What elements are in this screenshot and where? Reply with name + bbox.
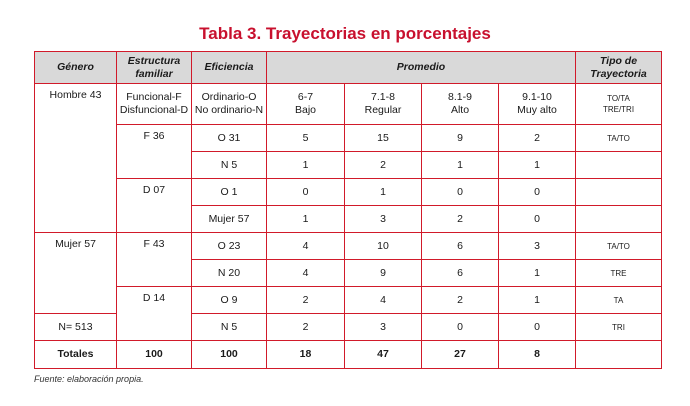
header-estructura	[117, 52, 192, 84]
header-eficiencia: Eficiencia	[192, 52, 267, 84]
cell-eficiencia: O 1	[192, 179, 267, 206]
cell-tipo: TA/TO	[576, 125, 662, 152]
cell-value: 1	[267, 206, 345, 233]
label-alto: Alto	[450, 104, 470, 116]
cell-value: 9	[345, 260, 422, 287]
cell-value: 6	[422, 233, 499, 260]
cell-genero-total: N= 513	[35, 314, 117, 341]
cell-promedio-muy-alto	[499, 84, 576, 125]
cell-estructura: D 14	[117, 287, 192, 341]
cell-value: 1	[499, 287, 576, 314]
cell-value: 1	[345, 179, 422, 206]
cell-value: 4	[267, 233, 345, 260]
table-title: Tabla 3. Trayectorias en porcentajes	[199, 24, 491, 43]
cell-value: 10	[345, 233, 422, 260]
cell-eficiencia: Mujer 57	[192, 206, 267, 233]
cell-promedio-regular	[345, 84, 422, 125]
header-estructura-line2: familiar	[135, 67, 173, 80]
cell-value: 15	[345, 125, 422, 152]
cell-estructura: F 43	[117, 233, 192, 287]
tipo-tre-tri: TRE/TRI	[602, 105, 635, 114]
cell-value: 0	[499, 206, 576, 233]
totals-value: 47	[345, 341, 422, 369]
cell-genero-hombre: Hombre 43	[35, 84, 117, 233]
range-regular: 7.1-8	[371, 91, 395, 103]
cell-genero-mujer: Mujer 57	[35, 233, 117, 314]
label-bajo: Bajo	[294, 104, 316, 116]
cell-eficiencia: N 5	[192, 152, 267, 179]
cell-eficiencia: N 5	[192, 314, 267, 341]
data-table	[34, 51, 662, 369]
cell-value: 9	[422, 125, 499, 152]
range-muy-alto: 9.1-10	[522, 91, 552, 103]
cell-tipo	[576, 206, 662, 233]
cell-eficiencia-legend	[192, 84, 267, 125]
table-row	[35, 179, 662, 206]
header-row	[35, 52, 662, 84]
cell-value: 3	[499, 233, 576, 260]
label-muy-alto: Muy alto	[517, 104, 557, 116]
table-row	[35, 84, 662, 125]
totals-tipo	[576, 341, 662, 369]
cell-value: 3	[345, 314, 422, 341]
cell-tipo: TRI	[576, 314, 662, 341]
cell-value: 0	[267, 179, 345, 206]
totals-eficiencia: 100	[192, 341, 267, 369]
header-tipo-line2: Trayectoria	[590, 67, 647, 80]
cell-tipo-legend	[576, 84, 662, 125]
cell-value: 4	[267, 260, 345, 287]
cell-eficiencia: O 23	[192, 233, 267, 260]
cell-value: 2	[422, 287, 499, 314]
cell-value: 0	[499, 314, 576, 341]
cell-tipo: TA/TO	[576, 233, 662, 260]
header-promedio: Promedio	[267, 52, 576, 84]
cell-estructura: F 36	[117, 125, 192, 179]
cell-value: 1	[499, 152, 576, 179]
cell-value: 5	[267, 125, 345, 152]
cell-value: 2	[267, 287, 345, 314]
table-row	[35, 233, 662, 260]
cell-value: 1	[499, 260, 576, 287]
cell-eficiencia: O 9	[192, 287, 267, 314]
cell-value: 2	[345, 152, 422, 179]
tipo-to-ta: TO/TA	[607, 94, 630, 103]
cell-value: 1	[422, 152, 499, 179]
table-row	[35, 125, 662, 152]
cell-value: 2	[267, 314, 345, 341]
legend-funcional: Funcional-F	[126, 91, 182, 103]
cell-value: 2	[499, 125, 576, 152]
totals-value: 27	[422, 341, 499, 369]
cell-value: 4	[345, 287, 422, 314]
cell-eficiencia: O 31	[192, 125, 267, 152]
cell-value: 0	[499, 179, 576, 206]
legend-ordinario: Ordinario-O	[201, 91, 257, 103]
header-tipo	[576, 52, 662, 84]
cell-tipo	[576, 179, 662, 206]
cell-value: 1	[267, 152, 345, 179]
cell-promedio-bajo	[267, 84, 345, 125]
cell-tipo: TRE	[576, 260, 662, 287]
cell-tipo: TA	[576, 287, 662, 314]
header-estructura-line1: Estructura	[127, 54, 181, 67]
totals-value: 8	[499, 341, 576, 369]
cell-value: 3	[345, 206, 422, 233]
cell-estructura: D 07	[117, 179, 192, 233]
range-alto: 8.1-9	[448, 91, 472, 103]
table-row	[35, 287, 662, 314]
totals-estructura: 100	[117, 341, 192, 369]
cell-value: 0	[422, 314, 499, 341]
source-note: Fuente: elaboración propia.	[34, 374, 144, 384]
cell-value: 2	[422, 206, 499, 233]
legend-no-ordinario: No ordinario-N	[194, 104, 264, 116]
totals-label: Totales	[35, 341, 117, 369]
cell-estructura-legend	[117, 84, 192, 125]
totals-value: 18	[267, 341, 345, 369]
legend-disfuncional: Disfuncional-D	[119, 104, 189, 116]
cell-value: 0	[422, 179, 499, 206]
label-regular: Regular	[364, 104, 402, 116]
cell-tipo	[576, 152, 662, 179]
header-genero: Género	[35, 52, 117, 84]
header-tipo-line1: Tipo de	[599, 54, 638, 67]
cell-value: 6	[422, 260, 499, 287]
range-bajo: 6-7	[297, 91, 314, 103]
cell-eficiencia: N 20	[192, 260, 267, 287]
totals-row	[35, 341, 662, 369]
cell-promedio-alto	[422, 84, 499, 125]
